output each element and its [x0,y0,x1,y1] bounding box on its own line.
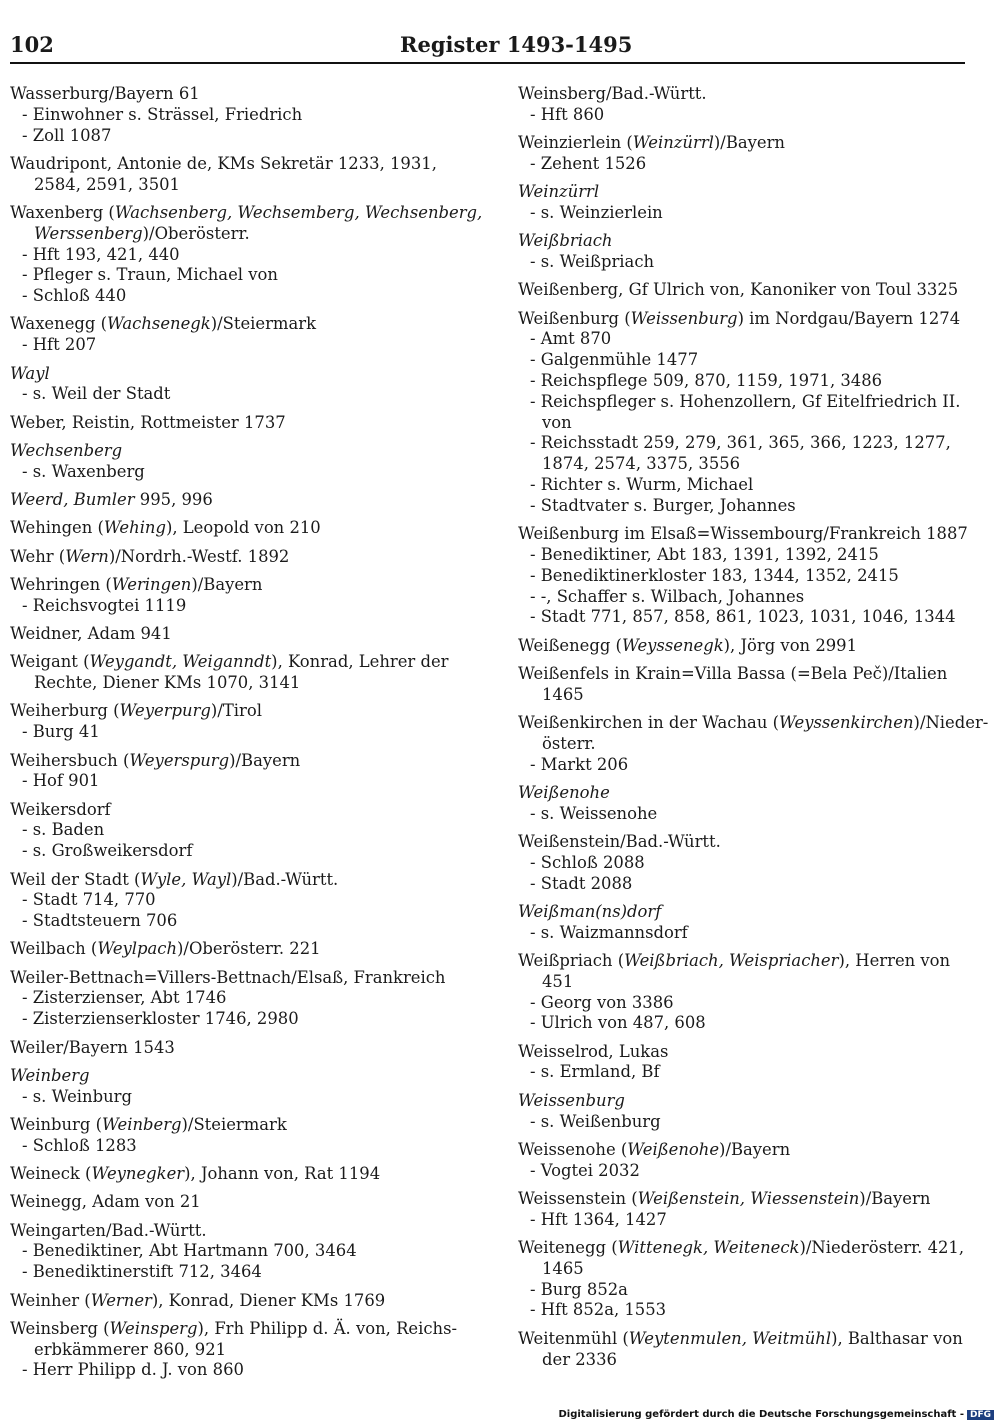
index-headword: Weiherburg (Weyerpurg)/Tirol [10,701,262,721]
index-subentry: - Stadt 714, 770 [22,890,156,910]
index-entry [10,701,485,743]
index-entry [10,518,485,539]
index-headword: Weißenburg im Elsaß=Wissembourg/Frankreich 1887 [518,524,968,544]
index-entry [518,1238,988,1321]
index-headword: Wehingen (Wehing), Leopold von 210 [10,518,321,538]
index-headword: Weinher (Werner), Konrad, Diener KMs 1769 [10,1290,386,1310]
index-entry [518,783,988,825]
index-entry [10,870,485,932]
index-subentry: - Ulrich von 487, 608 [530,1013,706,1033]
index-subentry: - Benediktiner, Abt Hartmann 700, 3464 [22,1241,357,1261]
index-subentry: - Burg 41 [22,722,100,742]
index-subentry: - Benediktinerkloster 183, 1344, 1352, 2415 [530,565,899,585]
index-entry [10,968,485,1030]
index-subentry: - Hft 207 [22,335,97,355]
index-subentry: - Einwohner s. Strässel, Friedrich [22,104,303,124]
index-entry [518,713,988,775]
index-subentry: - Schloß 2088 [530,852,645,872]
index-subentry: - Zehent 1526 [530,153,647,173]
index-subentry: - Vogtei 2032 [530,1160,640,1180]
index-subentry: - Hft 1364, 1427 [530,1209,667,1229]
index-subentry: - Georg von 3386 [530,992,674,1012]
index-headword: Weineck (Weynegker), Johann von, Rat 1194 [10,1164,381,1184]
index-entry [518,524,988,628]
index-subentry: - -, Schaffer s. Wilbach, Johannes [530,586,805,606]
index-subentry: - Stadtvater s. Burger, Johannes [530,495,796,515]
index-entry [10,751,485,793]
index-entry [10,364,485,406]
index-headword: Weitenegg (Wittenegk, Weiteneck)/Niederösterr. 421, [518,1238,965,1258]
index-subentry: - s. Weissenohe [530,803,658,823]
index-headword: Weißenburg (Weissenburg) im Nordgau/Bayern 1274 [518,308,961,328]
index-entry [518,902,988,944]
index-entry [518,1140,988,1182]
index-entry [518,309,988,517]
index-entry [10,490,485,511]
index-continuation: 2584, 2591, 3501 [34,174,180,194]
index-entry [10,203,485,307]
index-continuation: 1874, 2574, 3375, 3556 [542,454,741,474]
index-subentry: - Herr Philipp d. J. von 860 [22,1360,244,1380]
index-entry [10,1319,485,1381]
index-continuation: erbkämmerer 860, 921 [34,1339,227,1359]
index-headword: Weißenegg (Weyssenegk), Jörg von 2991 [518,635,858,655]
index-headword: Weißenfels in Krain=Villa Bassa (=Bela Peč)/Italien [518,663,948,683]
index-subentry: - Burg 852a [530,1279,628,1299]
index-entry [10,1115,485,1157]
index-entry [518,636,988,657]
index-headword: Weißpriach (Weißbriach, Weispriacher), Herren von [518,950,951,970]
index-entry [10,575,485,617]
index-subentry: - Reichspfleger s. Hohenzollern, Gf Eitelfriedrich II. [530,391,961,411]
index-entry [10,1038,485,1059]
index-headword: Weitenmühl (Weytenmulen, Weitmühl), Balthasar von [518,1328,963,1348]
index-headword: Weinzürrl [518,182,600,202]
index-subentry: - Stadt 2088 [530,873,633,893]
index-headword: Weißbriach [518,231,613,251]
index-subentry: - Hft 852a, 1553 [530,1300,667,1320]
index-continuation: der 2336 [542,1349,617,1369]
index-subentry: - Reichsvogtei 1119 [22,595,187,615]
index-headword: Wayl [10,363,50,383]
index-subentry: - s. Weißpriach [530,252,655,272]
index-subentry: - s. Waizmannsdorf [530,922,688,942]
index-column-right [518,84,988,1378]
index-subentry: - Zoll 1087 [22,125,112,145]
index-subentry: - Zisterzienser, Abt 1746 [22,988,227,1008]
index-headword: Weilbach (Weylpach)/Oberösterr. 221 [10,939,321,959]
index-headword: Weber, Reistin, Rottmeister 1737 [10,412,286,432]
index-entry [10,84,485,146]
index-subentry: - s. Weil der Stadt [22,384,171,404]
index-entry [10,441,485,483]
index-headword: Weißman(ns)dorf [518,901,662,921]
index-headword: Waxenberg (Wachsenberg, Wechsemberg, Wechsenberg, [10,202,483,222]
index-subentry: - Hof 901 [22,771,100,791]
index-subentry: - s. Großweikersdorf [22,841,193,861]
index-entry [518,280,988,301]
index-entry [10,547,485,568]
index-continuation: 1465 [542,684,584,704]
index-headword: Wehr (Wern)/Nordrh.-Westf. 1892 [10,546,290,566]
index-entry [518,664,988,706]
index-subentry: - Schloß 440 [22,286,127,306]
index-subentry: - Hft 860 [530,104,605,124]
index-continuation: 451 [542,971,574,991]
index-entry [10,1221,485,1283]
index-headword: Weinburg (Weinberg)/Steiermark [10,1114,287,1134]
index-entry [10,413,485,434]
index-subentry: - Galgenmühle 1477 [530,350,699,370]
index-headword: Weihersbuch (Weyerspurg)/Bayern [10,750,301,770]
index-entry [518,133,988,175]
index-headword: Weissenstein (Weißenstein, Wiessenstein)/Bayern [518,1188,931,1208]
index-subentry: - Schloß 1283 [22,1135,137,1155]
index-headword: Weidner, Adam 941 [10,624,172,644]
index-headword: Wechsenberg [10,440,123,460]
index-headword: Weinberg [10,1065,90,1085]
index-subentry: - Hft 193, 421, 440 [22,244,180,264]
index-headword: Weiler/Bayern 1543 [10,1037,175,1057]
index-headword: Weinegg, Adam von 21 [10,1192,201,1212]
index-subentry: - Richter s. Wurm, Michael [530,475,754,495]
index-entry [518,832,988,894]
index-headword: Weisselrod, Lukas [518,1041,669,1061]
index-subentry: - s. Weinzierlein [530,202,663,222]
index-entry [10,1164,485,1185]
index-subentry: - s. Weißenburg [530,1111,661,1131]
index-headword: Weerd, Bumler 995, 996 [10,490,213,510]
index-subentry: - Markt 206 [530,754,629,774]
index-subentry: - Reichspflege 509, 870, 1159, 1971, 3486 [530,371,883,391]
index-subentry: - Stadt 771, 857, 858, 861, 1023, 1031, 1046, 1344 [530,607,956,627]
index-entry [10,624,485,645]
index-headword: Weißenberg, Gf Ulrich von, Kanoniker von Toul 3325 [518,280,959,300]
index-subentry: - Amt 870 [530,329,612,349]
footer-text: Digitalisierung gefördert durch die Deutsche Forschungsgemeinschaft - [558,1409,964,1420]
index-headword: Weigant (Weygandt, Weiganndt), Konrad, Lehrer der [10,652,449,672]
index-entry [10,1066,485,1108]
index-subentry: - Benediktiner, Abt 183, 1391, 1392, 2415 [530,544,879,564]
index-headword: Weißenstein/Bad.-Württ. [518,832,721,851]
index-entry [518,1189,988,1231]
index-entry [518,1091,988,1133]
index-headword: Weinsberg (Weinsperg), Frh Philipp d. Ä. von, Reichs- [10,1318,458,1338]
page-title: Register 1493-1495 [400,32,633,57]
index-headword: Weinsberg/Bad.-Württ. [518,84,707,103]
index-headword: Weingarten/Bad.-Württ. [10,1220,207,1240]
page-number: 102 [10,32,54,57]
dfg-logo: DFG [967,1410,994,1420]
index-entry [10,1192,485,1213]
index-headword: Weissenburg [518,1090,625,1110]
index-headword: Weil der Stadt (Wyle, Wayl)/Bad.-Württ. [10,869,339,889]
index-subentry: - Stadtsteuern 706 [22,911,178,931]
index-subentry: - s. Waxenberg [22,461,145,481]
index-headword: Weißenohe [518,782,610,802]
index-subentry: - Zisterzienserkloster 1746, 2980 [22,1009,299,1029]
index-continuation: österr. [542,733,596,753]
footer-credit [558,1409,994,1420]
index-entry [10,314,485,356]
index-entry [518,84,988,126]
index-headword: Weiler-Bettnach=Villers-Bettnach/Elsaß, Frankreich [10,967,446,987]
index-subentry: - s. Ermland, Bf [530,1062,660,1082]
index-subentry: - s. Weinburg [22,1086,132,1106]
index-continuation: von [542,412,572,432]
index-headword: Weinzierlein (Weinzürrl)/Bayern [518,133,785,153]
index-entry [10,1291,485,1312]
index-entry [10,154,485,196]
index-subentry: - Pfleger s. Traun, Michael von [22,265,278,285]
index-headword: Weißenkirchen in der Wachau (Weyssenkirchen)/Nieder- [518,713,989,733]
index-subentry: - Benediktinerstift 712, 3464 [22,1262,262,1282]
index-headword: Weikersdorf [10,799,111,819]
index-entry [518,1042,988,1084]
index-entry [518,231,988,273]
page-header [10,32,965,64]
index-headword: Waxenegg (Wachsenegk)/Steiermark [10,314,317,334]
index-continuation: 1465 [542,1258,584,1278]
index-headword: Wehringen (Weringen)/Bayern [10,574,263,594]
index-subentry: - s. Baden [22,820,105,840]
index-continuation: Rechte, Diener KMs 1070, 3141 [34,673,301,693]
index-continuation: Werssenberg)/Oberösterr. [34,223,250,243]
index-headword: Waudripont, Antonie de, KMs Sekretär 1233, 1931, [10,153,437,173]
index-column-left [10,84,485,1389]
index-entry [10,652,485,694]
index-headword: Weissenohe (Weißenohe)/Bayern [518,1139,791,1159]
index-entry [518,1329,988,1371]
index-entry [518,951,988,1034]
index-entry [10,939,485,960]
index-headword: Wasserburg/Bayern 61 [10,84,200,103]
index-entry [518,182,988,224]
index-entry [10,800,485,862]
index-subentry: - Reichsstadt 259, 279, 361, 365, 366, 1223, 1277, [530,433,951,453]
